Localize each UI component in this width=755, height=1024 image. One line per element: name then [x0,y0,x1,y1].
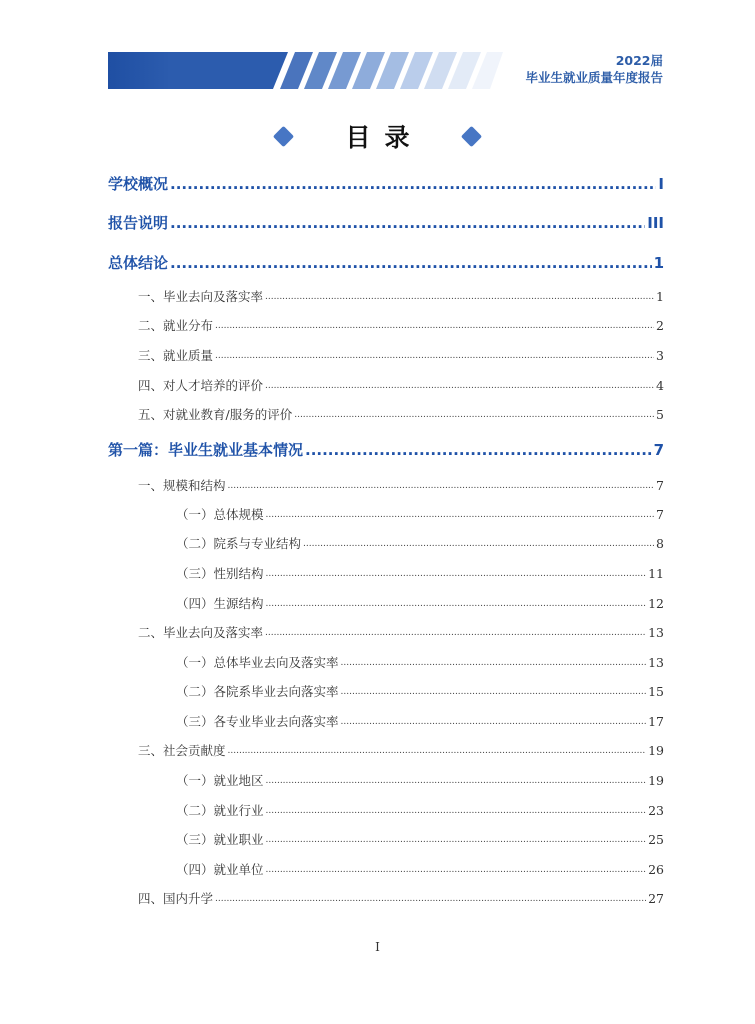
toc-entry-label: 三、社会贡献度 [138,743,226,758]
toc-entry-page: I [658,175,664,193]
toc-entry[interactable] [108,212,664,234]
toc-entry-page: 19 [648,773,664,788]
dot-leader [265,377,654,395]
toc-entry-page: 19 [648,743,664,758]
diamond-icon [460,125,481,146]
toc-entry[interactable] [108,252,664,274]
dot-leader [265,624,646,642]
toc-entry-label: （二）各院系毕业去向落实率 [176,684,339,699]
dot-leader [294,406,654,424]
toc-entry-page: 2 [656,318,664,333]
toc-entry-page: 15 [648,684,664,699]
toc-entry[interactable] [138,477,664,495]
dot-leader [266,506,655,524]
dot-leader [170,212,645,234]
toc-entry[interactable] [138,347,664,365]
toc-entry-label: 二、就业分布 [138,318,214,333]
toc-entry[interactable] [108,173,664,195]
toc-entry-page: 13 [648,625,664,640]
diamond-icon [273,125,294,146]
toc-entry[interactable] [138,624,664,642]
toc-entry-page: 4 [656,378,664,393]
toc-entry-label: （一）总体毕业去向及落实率 [176,655,339,670]
toc-entry-label: 一、毕业去向及落实率 [138,289,264,304]
dot-leader [266,595,647,613]
dot-leader [341,683,647,701]
toc-entry-page: 26 [648,862,664,877]
toc-entry-page: 7 [653,441,664,459]
toc-entry-page: 8 [656,536,664,551]
dot-leader [303,535,654,553]
toc-entry[interactable] [176,565,664,583]
dot-leader [305,439,652,461]
toc-entry[interactable] [176,772,664,790]
toc-entry-label: 三、就业质量 [138,348,214,363]
toc-entry-label: （一）总体规模 [176,507,264,522]
dot-leader [266,831,647,849]
toc-entry-label: （一）就业地区 [176,773,264,788]
toc-entry[interactable] [176,654,664,672]
dot-leader [266,802,647,820]
dot-leader [266,861,647,879]
page-number: I [375,940,380,954]
toc-entry-label: （三）各专业毕业去向落实率 [176,714,339,729]
toc-entry-page: 1 [656,289,664,304]
toc-entry[interactable] [176,831,664,849]
toc-entry-page: 7 [656,507,664,522]
dot-leader [341,713,647,731]
toc-entry-label: 四、国内升学 [138,891,214,906]
toc-entry-label: 五、对就业教育/服务的评价 [138,407,293,422]
dot-leader [170,252,652,274]
dot-leader [215,890,646,908]
report-year: 2022届 [615,53,663,68]
toc-entry-page: 23 [648,803,664,818]
toc-entry-page: 1 [653,254,664,272]
toc-entry-label: 一、规模和结构 [138,478,226,493]
toc-entry[interactable] [176,713,664,731]
toc-entry-label: （三）性别结构 [176,566,264,581]
dot-leader [215,317,654,335]
toc-entry[interactable] [138,406,664,424]
toc-entry-label: （二）就业行业 [176,803,264,818]
dot-leader [266,565,647,583]
toc-entry-page: 11 [648,566,664,581]
toc-entry-page: 17 [648,714,664,729]
dot-leader [215,347,654,365]
toc-entry-label: （二）院系与专业结构 [176,536,302,551]
toc-entry-label: （四）就业单位 [176,862,264,877]
toc-entry[interactable] [138,317,664,335]
report-subtitle: 毕业生就业质量年度报告 [525,70,663,85]
dot-leader [265,288,654,306]
dot-leader [341,654,647,672]
report-header-title [525,52,663,86]
toc-entry[interactable] [108,439,664,461]
toc-entry-page: 7 [656,478,664,493]
dot-leader [228,477,655,495]
dot-leader [170,173,656,195]
toc-entry-label: （三）就业职业 [176,832,264,847]
toc-entry[interactable] [176,802,664,820]
toc-entry[interactable] [176,683,664,701]
toc-entry-page: 3 [656,348,664,363]
toc-entry-label: 第一篇：毕业生就业基本情况 [108,441,304,459]
toc-entry[interactable] [138,890,664,908]
toc-entry-label: 四、对人才培养的评价 [138,378,264,393]
toc-entry-page: III [647,214,664,232]
header-banner [108,52,503,89]
toc-entry-label: （四）生源结构 [176,596,264,611]
toc-entry-label: 学校概况 [108,175,169,193]
toc-entry-page: 25 [648,832,664,847]
toc-entry[interactable] [138,742,664,760]
toc-entry[interactable] [176,595,664,613]
toc-entry-label: 总体结论 [108,254,169,272]
toc-entry-label: 报告说明 [108,214,169,232]
toc-title-text: 目录 [345,123,424,152]
toc-entry-label: 二、毕业去向及落实率 [138,625,264,640]
toc-entry[interactable] [176,506,664,524]
toc-entry[interactable] [176,861,664,879]
toc-entry[interactable] [138,377,664,395]
dot-leader [266,772,647,790]
toc-entry[interactable] [176,535,664,553]
toc-entry-page: 5 [656,407,664,422]
dot-leader [228,742,647,760]
toc-entry-page: 13 [648,655,664,670]
toc-entry-page: 12 [648,596,664,611]
toc-entry-page: 27 [648,891,664,906]
toc-entry[interactable] [138,288,664,306]
toc-heading [0,118,755,154]
